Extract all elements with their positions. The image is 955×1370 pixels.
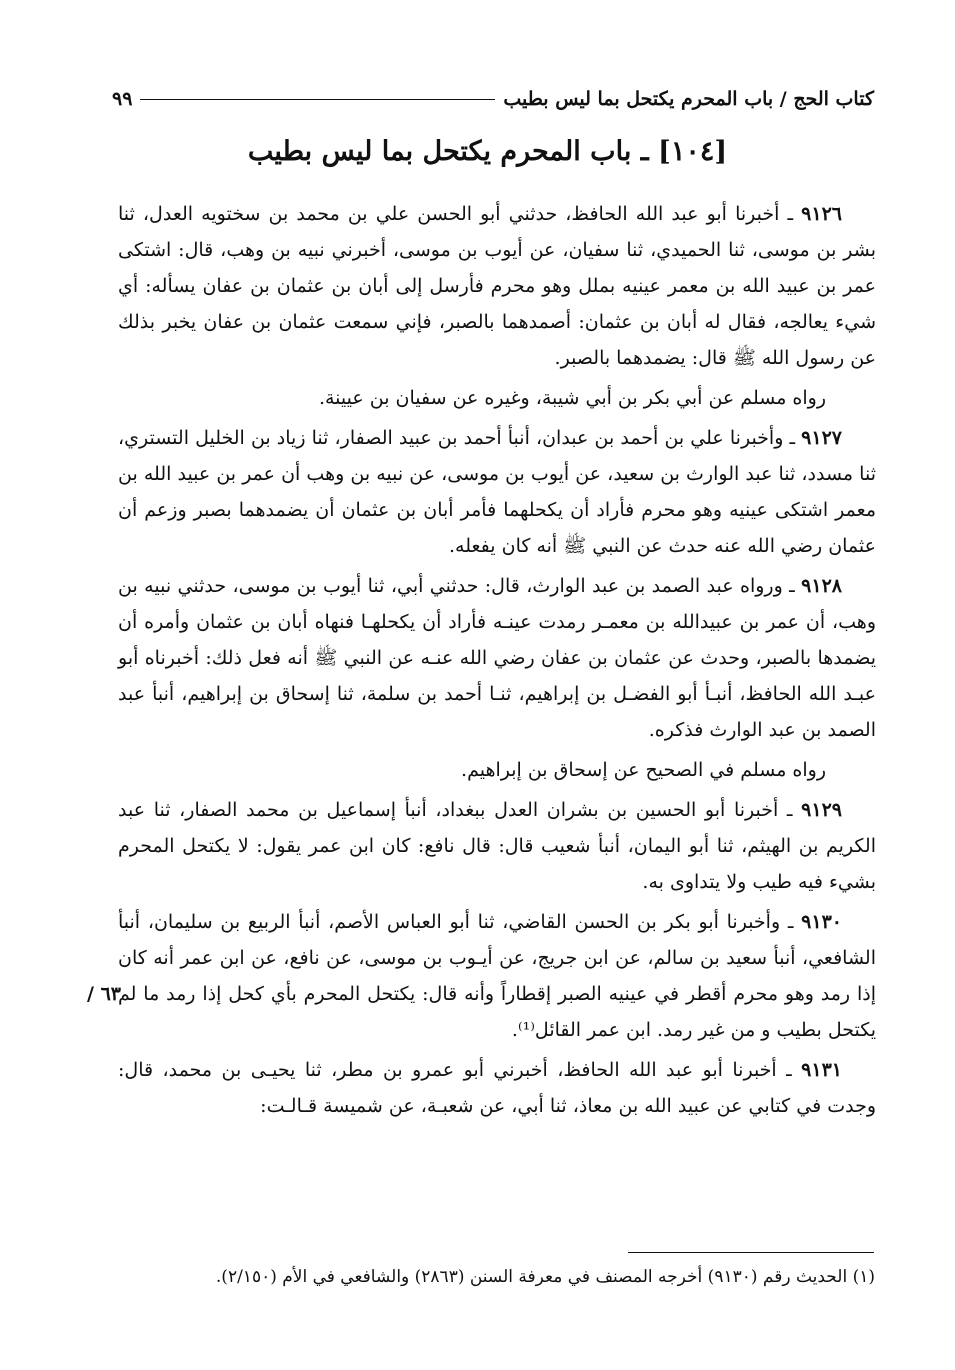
hadith-paragraph	[118, 792, 876, 900]
hadith-text: ـ أخبرنا أبو عبد الله الحافظ، أخبرني أبو عمرو بن مطر، ثنا يحيـى بن محمد، قال: وجدت في كتابي عن عبيد الله بن معاذ، ثنا أبي، عن شعبـة، عن شميسة قـالـت:	[118, 1059, 876, 1117]
footnote: (١) الحديث رقم (٩١٣٠) أخرجه المصنف في معرفة السنن (٢٨٦٣) والشافعي في الأم (٢/١٥٠).	[215, 1267, 875, 1287]
chapter-title: [١٠٤] ـ باب المحرم يكتحل بما ليس بطيب	[247, 136, 728, 167]
hadith-number: ٩١٢٧	[801, 427, 842, 449]
hadith-number: ٩١٣٠	[801, 911, 842, 933]
hadith-paragraph	[118, 1052, 876, 1124]
hadith-paragraph	[118, 904, 876, 1048]
hadith-number: ٩١٢٨	[801, 575, 842, 597]
hadith-paragraph	[118, 196, 876, 376]
margin-page-reference: / ٦٣	[87, 983, 121, 1005]
hadith-number: ٩١٣١	[801, 1059, 842, 1081]
hadith-text: ـ ورواه عبد الصمد بن عبد الوارث، قال: حدثني أبي، ثنا أيوب بن موسى، حدثني نبيه بن وهب، أن عمر بن عبيدالله بن معمـر رمدت عينـه فأراد أن يكحلهـا فنهاه أبان بن عثمان وأمره أن يضمدها بالصبر، وحدث عن عثمان بن عفان رضي الله عنـه عن النبي ﷺ أنه فعل ذلك: أخبرناه أبو عبـد الله الحافظ، أنبـأ أبو الفضـل بن إبراهيم، ثنـا أحمد بن سلمة، ثنا إسحاق بن إبراهيم، أنبأ عبد الصمد بن عبد الوارث فذكره.	[118, 575, 876, 741]
narration-text: رواه مسلم في الصحيح عن إسحاق بن إبراهيم.	[461, 759, 826, 781]
page-header	[112, 84, 874, 114]
header-rule	[140, 99, 495, 100]
narration-text: رواه مسلم عن أبي بكر بن أبي شيبة، وغيره عن سفيان بن عيينة.	[318, 387, 826, 409]
hadith-text: ـ أخبرنا أبو عبد الله الحافظ، حدثني أبو الحسن علي بن محمد بن سختويه العدل، ثنا بشر بن موسى، ثنا الحميدي، ثنا سفيان، عن أيوب بن موسى، أخبرني نبيه بن وهب، قال: اشتكى عمر بن عبيد الله بن معمر عينيه بملل وهو محرم فأرسل إلى أبان بن عثمان بن عفان يسأله: أي شيء يعالجه، فقال له أبان بن عثمان: أصمدهما بالصبر، فإني سمعت عثمان بن عفان يخبر بذلك عن رسول الله ﷺ قال: يضمدهما بالصبر.	[118, 203, 876, 369]
footnote-divider	[628, 1252, 874, 1253]
hadith-paragraph	[118, 568, 876, 748]
narration-note	[118, 752, 876, 788]
hadith-number: ٩١٢٩	[801, 799, 842, 821]
page-body	[118, 196, 876, 1128]
hadith-text: ـ وأخبرنا أبو بكر بن الحسن القاضي، ثنا أبو العباس الأصم، أنبأ الربيع بن سليمان، أنبأ الشافعي، أنبأ سعيد بن سالم، عن ابن جريج، عن أيـوب بن موسى، عن نافع، عن ابن عمر أنه كان إذا رمد وهو محرم أقطر في عينيه الصبر إقطاراً وأنه قال: يكتحل المحرم بأي كحل إذا رمد ما لم يكتحل بطيب و من غير رمد. ابن عمر القائل⁽¹⁾.	[118, 911, 876, 1041]
narration-note	[118, 380, 876, 416]
hadith-text: ـ وأخبرنا علي بن أحمد بن عبدان، أنبأ أحمد بن عبيد الصفار، ثنا زياد بن الخليل التستري، ثنا مسدد، ثنا عبد الوارث بن سعيد، عن أيوب بن موسى، عن نبيه بن وهب أن عمر بن عبيد الله بن معمر اشتكى عينيه وهو محرم فأراد أن يكحلهما فأمر أبان بن عثمان أن يضمدهما بصبر وزعم أن عثمان رضي الله عنه حدث عن النبي ﷺ أنه كان يفعله.	[118, 427, 876, 557]
hadith-text: ـ أخبرنا أبو الحسين بن بشران العدل ببغداد، أنبأ إسماعيل بن محمد الصفار، ثنا عبد الكريم بن الهيثم، ثنا أبو اليمان، أنبأ شعيب قال: قال نافع: كان ابن عمر يقول: لا يكتحل المحرم بشيء فيه طيب ولا يتداوى به.	[118, 799, 876, 893]
hadith-number: ٩١٢٦	[801, 203, 842, 225]
page-number: ٩٩	[112, 88, 133, 110]
hadith-paragraph	[118, 420, 876, 564]
running-title: كتاب الحج / باب المحرم يكتحل بما ليس بطيب	[503, 88, 874, 110]
